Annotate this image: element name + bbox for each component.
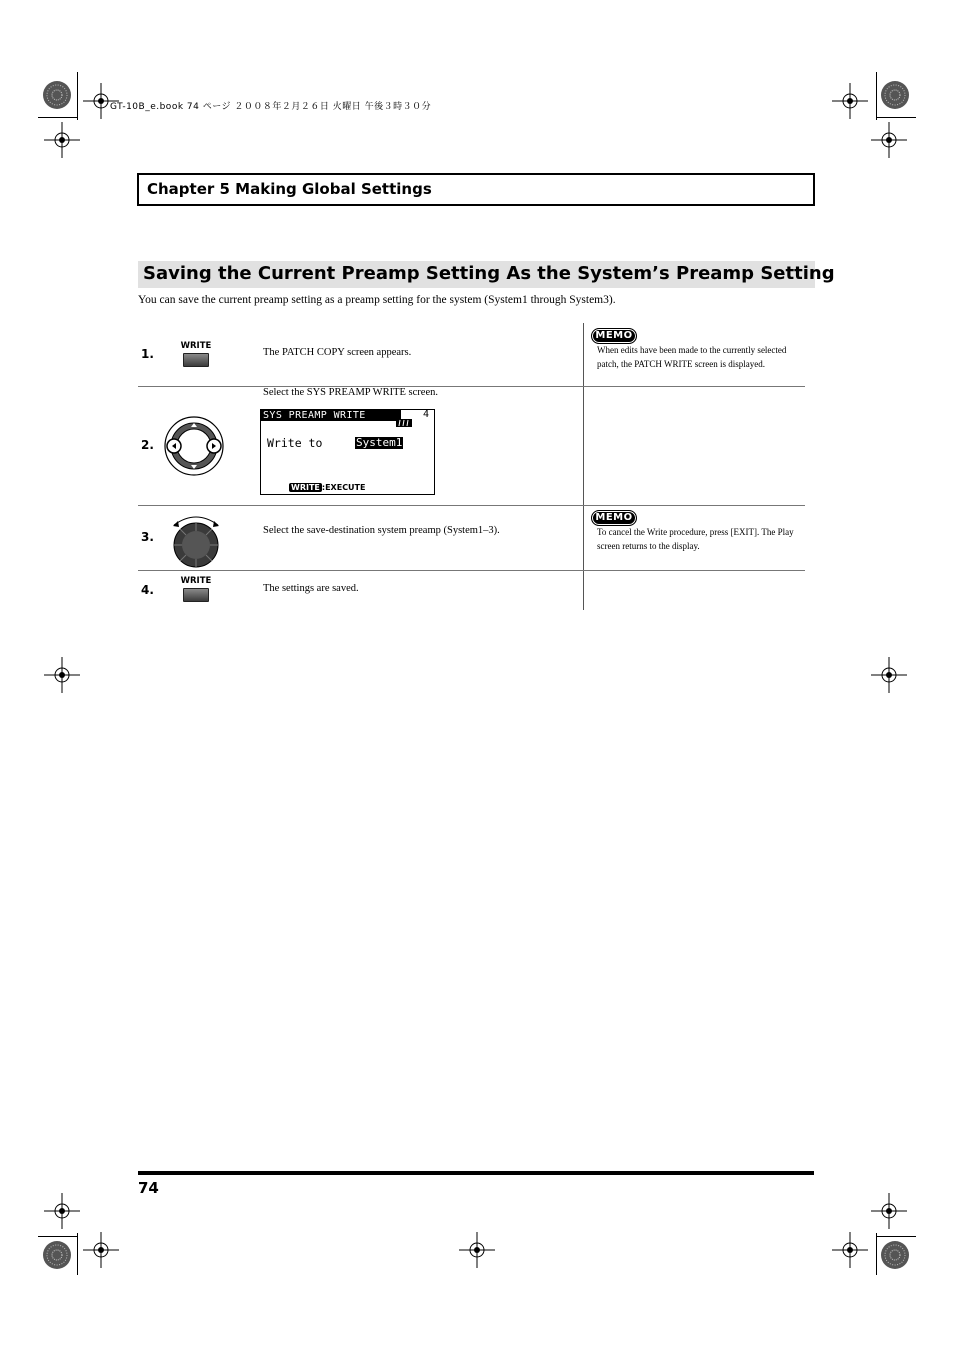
write-button-icon (179, 341, 213, 371)
section-title: Saving the Current Preamp Setting As the System’s Preamp Setting (143, 263, 835, 284)
write-button-label: WRITE (180, 576, 212, 586)
trim-line (38, 1236, 78, 1237)
step-number: 3. (141, 530, 154, 544)
crosshair-mark-icon (83, 1232, 119, 1268)
print-info: GT-10B_e.book 74 ページ ２００８年２月２６日 火曜日 午後３時３０分 (110, 102, 432, 112)
step-text: The PATCH COPY screen appears. (263, 347, 412, 358)
memo-text: When edits have been made to the currently selected patch, the PATCH WRITE screen is displayed. (597, 345, 787, 369)
registration-rosette-icon (880, 80, 910, 110)
registration-rosette-icon (42, 1240, 72, 1270)
lcd-footer-action: :EXECUTE (321, 483, 366, 492)
page-tabs-icon (396, 412, 412, 420)
registration-rosette-icon (42, 80, 72, 110)
section-heading (138, 261, 835, 288)
memo-badge: MEMO (591, 510, 637, 526)
trim-line (77, 1233, 78, 1275)
trim-line (38, 117, 78, 118)
trim-line (77, 72, 78, 120)
write-button-label: WRITE (180, 341, 212, 351)
crosshair-mark-icon (44, 657, 80, 693)
write-button-icon (179, 576, 213, 606)
footer-rule (138, 1171, 814, 1175)
lcd-footer-key: WRITE (291, 483, 320, 492)
trim-line (876, 1233, 877, 1275)
lcd-page-number: 4 (422, 409, 429, 420)
crosshair-mark-icon (459, 1232, 495, 1268)
table-row-divider (138, 505, 805, 506)
crosshair-mark-icon (832, 1232, 868, 1268)
crosshair-mark-icon (871, 122, 907, 158)
step-text: The settings are saved. (263, 583, 359, 594)
crosshair-mark-icon (871, 657, 907, 693)
step-text: Select the save-destination system preamp (System1–3). (263, 525, 500, 536)
step-text: Select the SYS PREAMP WRITE screen. (263, 387, 438, 398)
page-number: 74 (138, 1179, 159, 1197)
table-row-divider (138, 570, 805, 571)
registration-rosette-icon (880, 1240, 910, 1270)
trim-line (876, 1236, 916, 1237)
trim-line (876, 117, 916, 118)
lcd-field-label: Write to (267, 436, 323, 450)
chapter-header (137, 173, 815, 206)
section-intro: You can save the current preamp setting as a preamp setting for the system (System1 through System3). (138, 294, 616, 306)
lcd-header: SYS PREAMP WRITE (261, 410, 401, 421)
crosshair-mark-icon (44, 122, 80, 158)
value-dial-icon (170, 511, 222, 569)
crosshair-mark-icon (44, 1193, 80, 1229)
crosshair-mark-icon (871, 1193, 907, 1229)
crosshair-mark-icon (832, 83, 868, 119)
lcd-screen (260, 409, 435, 495)
step-number: 2. (141, 438, 154, 452)
chapter-title: Chapter 5 Making Global Settings (147, 180, 432, 198)
trim-line (876, 72, 877, 120)
cursor-buttons-icon (164, 416, 224, 476)
lcd-footer (289, 483, 365, 492)
lcd-field-value: System1 (356, 436, 403, 449)
table-column-divider (583, 323, 584, 610)
memo-badge: MEMO (591, 328, 637, 344)
step-number: 1. (141, 347, 154, 361)
table-row-divider (138, 386, 805, 387)
step-number: 4. (141, 583, 154, 597)
memo-text: To cancel the Write procedure, press [EXIT]. The Play screen returns to the display. (597, 527, 794, 551)
